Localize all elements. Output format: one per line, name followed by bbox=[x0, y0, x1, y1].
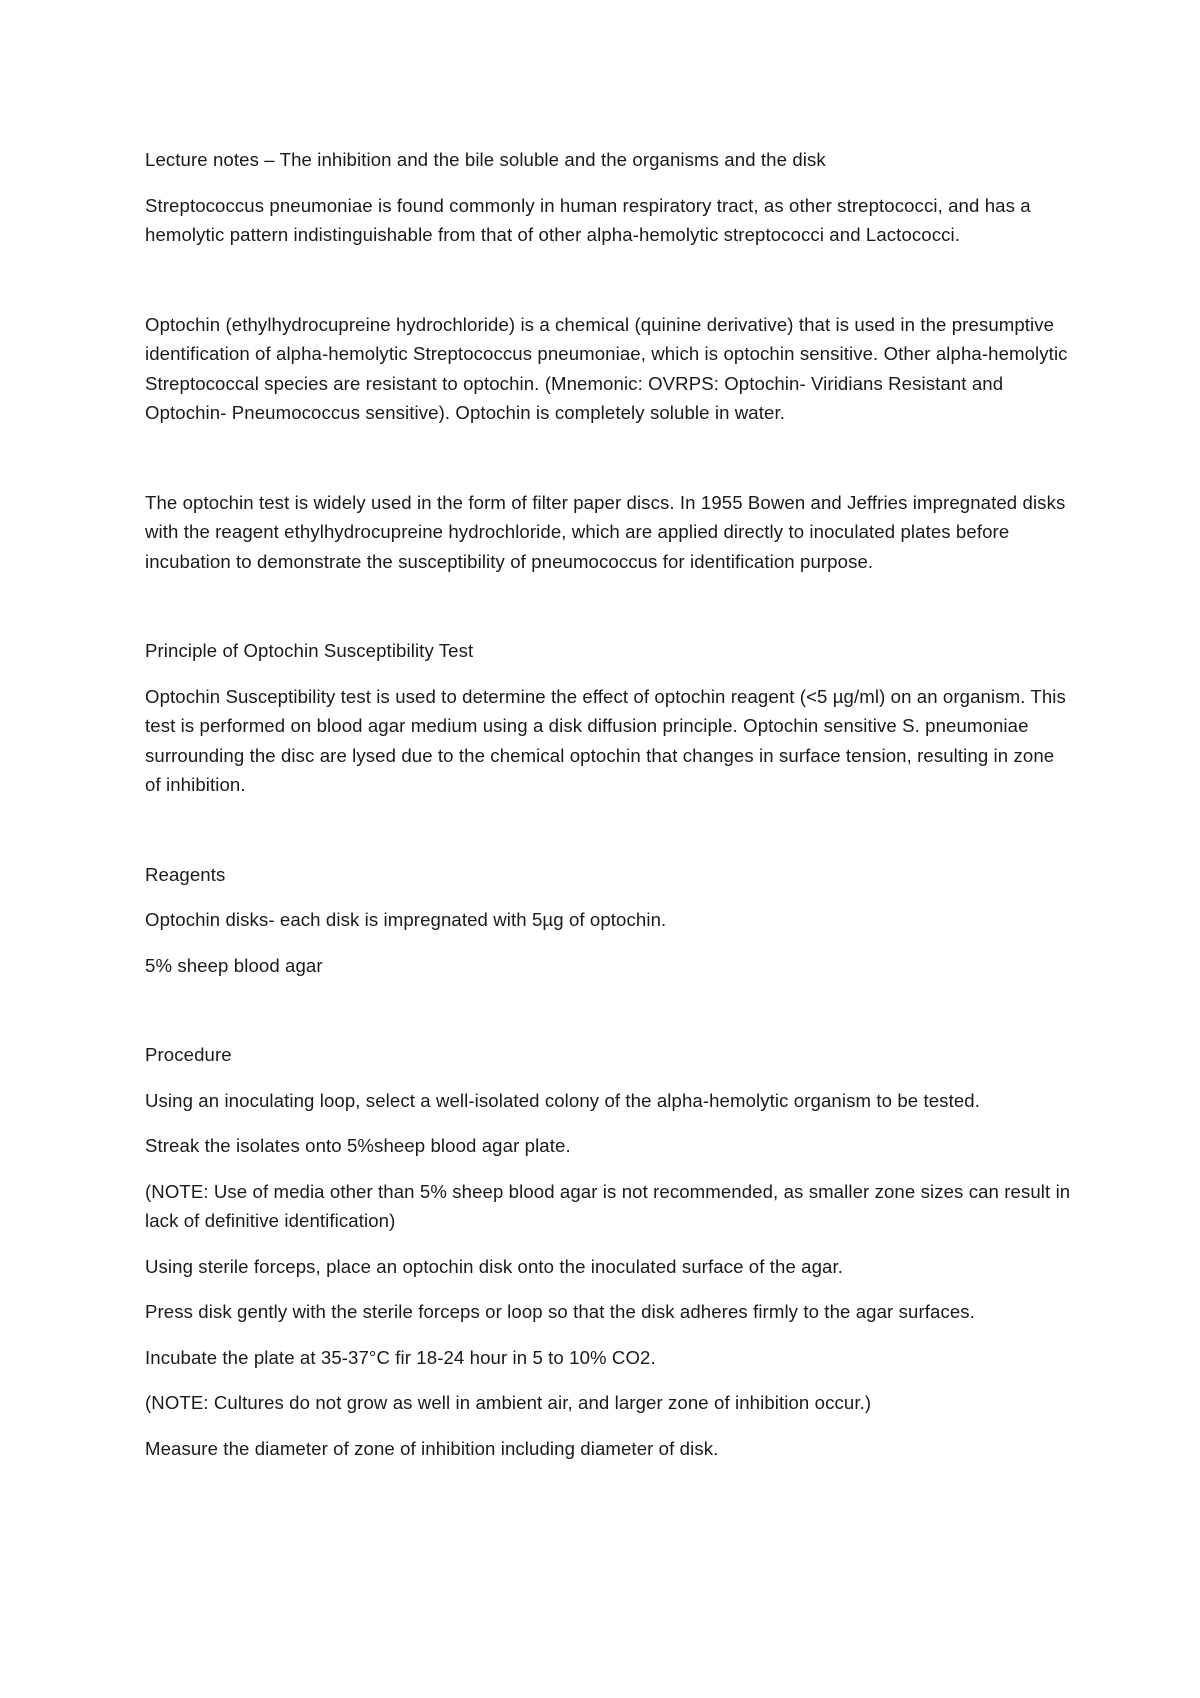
procedure-step: Incubate the plate at 35-37°C fir 18-24 hour in 5 to 10% CO2. bbox=[145, 1346, 656, 1368]
reagents-heading: Reagents bbox=[145, 863, 226, 885]
procedure-step: Streak the isolates onto 5%sheep blood agar plate. bbox=[145, 1135, 571, 1156]
document-title: Lecture notes – The inhibition and the bile soluble and the organisms and the disk bbox=[145, 149, 826, 170]
history-paragraph: The optochin test is widely used in the form of filter paper discs. In 1955 Bowen and Jeffries impregnated disks with the reagent ethylhydrocupreine hydrochloride, which are applied directly to inoculated plates before incubation to demonstrate the susceptibility of pneumococcus for identification purpose. bbox=[145, 491, 1066, 572]
document-body bbox=[145, 145, 1075, 1463]
reagent-item: 5% sheep blood agar bbox=[145, 954, 323, 976]
procedure-note: (NOTE: Cultures do not grow as well in ambient air, and larger zone of inhibition occur.) bbox=[145, 1392, 872, 1413]
principle-heading: Principle of Optochin Susceptibility Test bbox=[145, 640, 474, 661]
procedure-step: Measure the diameter of zone of inhibition including diameter of disk. bbox=[145, 1437, 719, 1459]
reagent-item: Optochin disks- each disk is impregnated with 5µg of optochin. bbox=[145, 909, 667, 930]
procedure-note: (NOTE: Use of media other than 5% sheep blood agar is not recommended, as smaller zone sizes can result in lack of definitive identification) bbox=[145, 1180, 1071, 1231]
principle-paragraph: Optochin Susceptibility test is used to determine the effect of optochin reagent (<5 µg/ml) on an organism. This test is performed on blood agar medium using a disk diffusion principle. Optochin sensitive S. pneumoniae surrounding the disc are lysed due to the chemical optochin that changes in surface tension, resulting in zone of inhibition. bbox=[145, 685, 1066, 795]
optochin-definition-paragraph: Optochin (ethylhydrocupreine hydrochloride) is a chemical (quinine derivative) that is used in the presumptive identification of alpha-hemolytic Streptococcus pneumoniae, which is optochin sensitive. Other alpha-hemolytic Streptococcal species are resistant to optochin. (Mnemonic: OVRPS: Optochin- Viridians Resistant and Optochin- Pneumococcus sensitive). Optochin is completely soluble in water. bbox=[145, 313, 1068, 423]
intro-paragraph: Streptococcus pneumoniae is found commonly in human respiratory tract, as other streptococci, and has a hemolytic pattern indistinguishable from that of other alpha-hemolytic streptococci and Lactococci. bbox=[145, 194, 1031, 245]
procedure-step: Using sterile forceps, place an optochin disk onto the inoculated surface of the agar. bbox=[145, 1255, 844, 1277]
procedure-heading: Procedure bbox=[145, 1044, 232, 1065]
procedure-step: Using an inoculating loop, select a well-isolated colony of the alpha-hemolytic organism to be tested. bbox=[145, 1089, 980, 1111]
procedure-step: Press disk gently with the sterile forceps or loop so that the disk adheres firmly to the agar surfaces. bbox=[145, 1301, 975, 1322]
